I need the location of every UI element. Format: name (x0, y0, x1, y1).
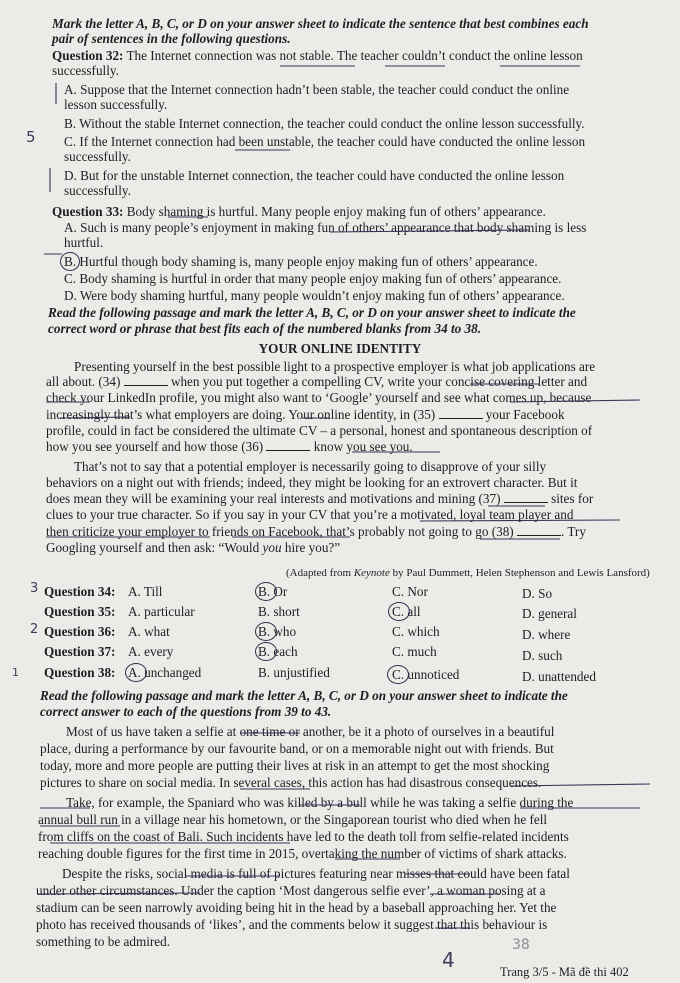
instruction-line: correct word or phrase that best fits each of the numbered blanks from 34 to 38. (48, 321, 482, 336)
option-36-d: D. where (522, 627, 571, 642)
passage-line: behaviors on a night out with friends; indeed, they might be looking for an extrovert character. But it (46, 475, 578, 490)
option-37-a: A. every (128, 644, 174, 659)
option-34-a: A. Till (128, 584, 163, 599)
passage-title: YOUR ONLINE IDENTITY (258, 341, 422, 356)
instruction-line: pair of sentences in the following questions. (52, 31, 291, 46)
passage-line: photo has received thousands of ‘likes’, and the comments below it suggest that this behaviour is (36, 917, 548, 932)
margin-note: 3 (30, 581, 39, 596)
option-35-c: C. all (392, 604, 421, 619)
instruction-line: Mark the letter A, B, C, or D on your answer sheet to indicate the sentence that best combines each (52, 16, 589, 31)
passage-line: then criticize your employer to friends on Facebook, that’s probably not going to go (38) . Try (46, 524, 586, 539)
passage-line: from cliffs on the coast of Bali. Such incidents have led to the death toll from selfie-related incidents (38, 829, 569, 844)
option-33-a: A. Such is many people’s enjoyment in making fun of others’ appearance that body shaming is less (64, 220, 587, 235)
passage-line: Presenting yourself in the best possible light to a prospective employer is what job applications are (74, 359, 596, 374)
option-33-b: B. Hurtful though body shaming is, many people enjoy making fun of others’ appearance. (64, 254, 538, 269)
option-36-a: A. what (128, 624, 170, 639)
passage-line: something to be admired. (36, 934, 171, 949)
passage-line: annual bull run in a village near his hometown, or the Singaporean tourist who died when he fell (38, 812, 548, 827)
option-37-c: C. much (392, 644, 437, 659)
question-38-label: Question 38: (44, 665, 116, 680)
option-34-b: B. Or (258, 584, 288, 599)
passage-line: stadium can be seen narrowly avoiding being hit in the head by a baseball approaching her. Yet the (36, 900, 557, 915)
handwritten-score: 4 (442, 948, 455, 972)
passage-line: check your LinkedIn profile, you might also want to ‘Google’ yourself and see what comes up, because (46, 390, 592, 405)
question-label: Question 33: (52, 204, 124, 219)
option-34-c: C. Nor (392, 584, 428, 599)
question-32-stem: Question 32: The Internet connection was not stable. The teacher couldn’t conduct the online lesson (52, 48, 583, 63)
option-34-d: D. So (522, 586, 553, 601)
option-38-c: C. unnoticed (392, 667, 460, 682)
source-citation: (Adapted from Keynote by Paul Dummett, Helen Stephenson and Lewis Lansford) (286, 567, 650, 579)
option-32-b: B. Without the stable Internet connection, the teacher could conduct the online lesson successfully. (64, 116, 585, 131)
passage-line: Most of us have taken a selfie at one time or another, be it a photo of ourselves in a beautiful (66, 724, 555, 739)
question-35-label: Question 35: (44, 604, 116, 619)
option-32-c-cont: successfully. (64, 149, 131, 164)
passage-line: Googling yourself and then ask: “Would you hire you?” (46, 540, 341, 555)
passage-line: pictures to share on social media. In several cases, this action has had disastrous consequences. (40, 775, 542, 790)
question-36-label: Question 36: (44, 624, 116, 639)
passage-line: Despite the risks, social media is full of pictures featuring near misses that could have been fatal (62, 866, 570, 881)
passage-line: increasingly that’s what employers are doing. Your online identity, in (35) your Facebook (46, 407, 565, 422)
passage-line: Take, for example, the Spaniard who was killed by a bull while he was taking a selfie during the (66, 795, 574, 810)
passage-line: clues to your true character. So if you say in your CV that you’re a motivated, loyal team player and (46, 507, 574, 522)
page-footer: Trang 3/5 - Mã đề thi 402 (500, 965, 629, 979)
option-32-a-cont: lesson successfully. (64, 97, 168, 112)
instruction-line: Read the following passage and mark the letter A, B, C, or D on your answer sheet to indicate the (40, 688, 568, 703)
question-37-label: Question 37: (44, 644, 116, 659)
instruction-line: Read the following passage and mark the letter A, B, C, or D on your answer sheet to indicate the (48, 305, 576, 320)
option-33-c: C. Body shaming is hurtful in order that many people enjoy making fun of others’ appearance. (64, 271, 562, 286)
option-35-b: B. short (258, 604, 300, 619)
question-33-stem: Question 33: Body shaming is hurtful. Many people enjoy making fun of others’ appearance. (52, 204, 546, 219)
margin-note: 5 (26, 128, 36, 146)
option-37-d: D. such (522, 648, 563, 663)
question-label: Question 32: (52, 48, 124, 63)
passage-line: does mean they will be examining your real interests and motivations and mining (37) sites for (46, 491, 594, 506)
passage-line: reaching double figures for the first time in 2015, overtaking the number of victims of shark attacks. (38, 846, 567, 861)
option-38-d: D. unattended (522, 669, 596, 684)
handwritten-total: 38 (512, 937, 530, 953)
passage-line: how you see yourself and how those (36) know you see you. (46, 439, 413, 454)
passage-line: all about. (34) when you put together a compelling CV, write your concise covering letter and (46, 374, 588, 389)
option-33-d: D. Were body shaming hurtful, many people wouldn’t enjoy making fun of others’ appearance. (64, 288, 565, 303)
option-32-c: C. If the Internet connection had been unstable, the teacher could have conducted the online lesson (64, 134, 586, 149)
question-34-label: Question 34: (44, 584, 116, 599)
option-37-b: B. each (258, 644, 298, 659)
passage-line: profile, could in fact be considered the ultimate CV – a personal, honest and spontaneous description of (46, 423, 593, 438)
passage-line: today, more and more people are putting their lives at risk in an attempt to get the most shocking (40, 758, 550, 773)
option-38-a: A. unchanged (128, 665, 202, 680)
instruction-line: correct answer to each of the questions from 39 to 43. (40, 704, 332, 719)
option-32-d: D. But for the unstable Internet connection, the teacher could have conducted the online lesson (64, 168, 565, 183)
option-32-d-cont: successfully. (64, 183, 131, 198)
option-38-b: B. unjustified (258, 665, 330, 680)
option-32-a: A. Suppose that the Internet connection hadn’t been stable, the teacher could conduct the online (64, 82, 570, 97)
passage-line: That’s not to say that a potential employer is necessarily going to disapprove of your silly (74, 459, 547, 474)
option-36-b: B. who (258, 624, 297, 639)
option-33-a-cont: hurtful. (64, 235, 104, 250)
option-35-a: A. particular (128, 604, 195, 619)
question-32-stem-cont: successfully. (52, 63, 119, 78)
passage-line: place, during a performance by our favourite band, or on a memorable night out with friends. But (40, 741, 554, 756)
passage-line: under other circumstances. Under the caption ‘Most dangerous selfie ever’, a woman posing at a (36, 883, 546, 898)
margin-note: 2 (30, 622, 39, 637)
option-35-d: D. general (522, 606, 577, 621)
margin-note: 1 (12, 666, 19, 679)
option-36-c: C. which (392, 624, 440, 639)
